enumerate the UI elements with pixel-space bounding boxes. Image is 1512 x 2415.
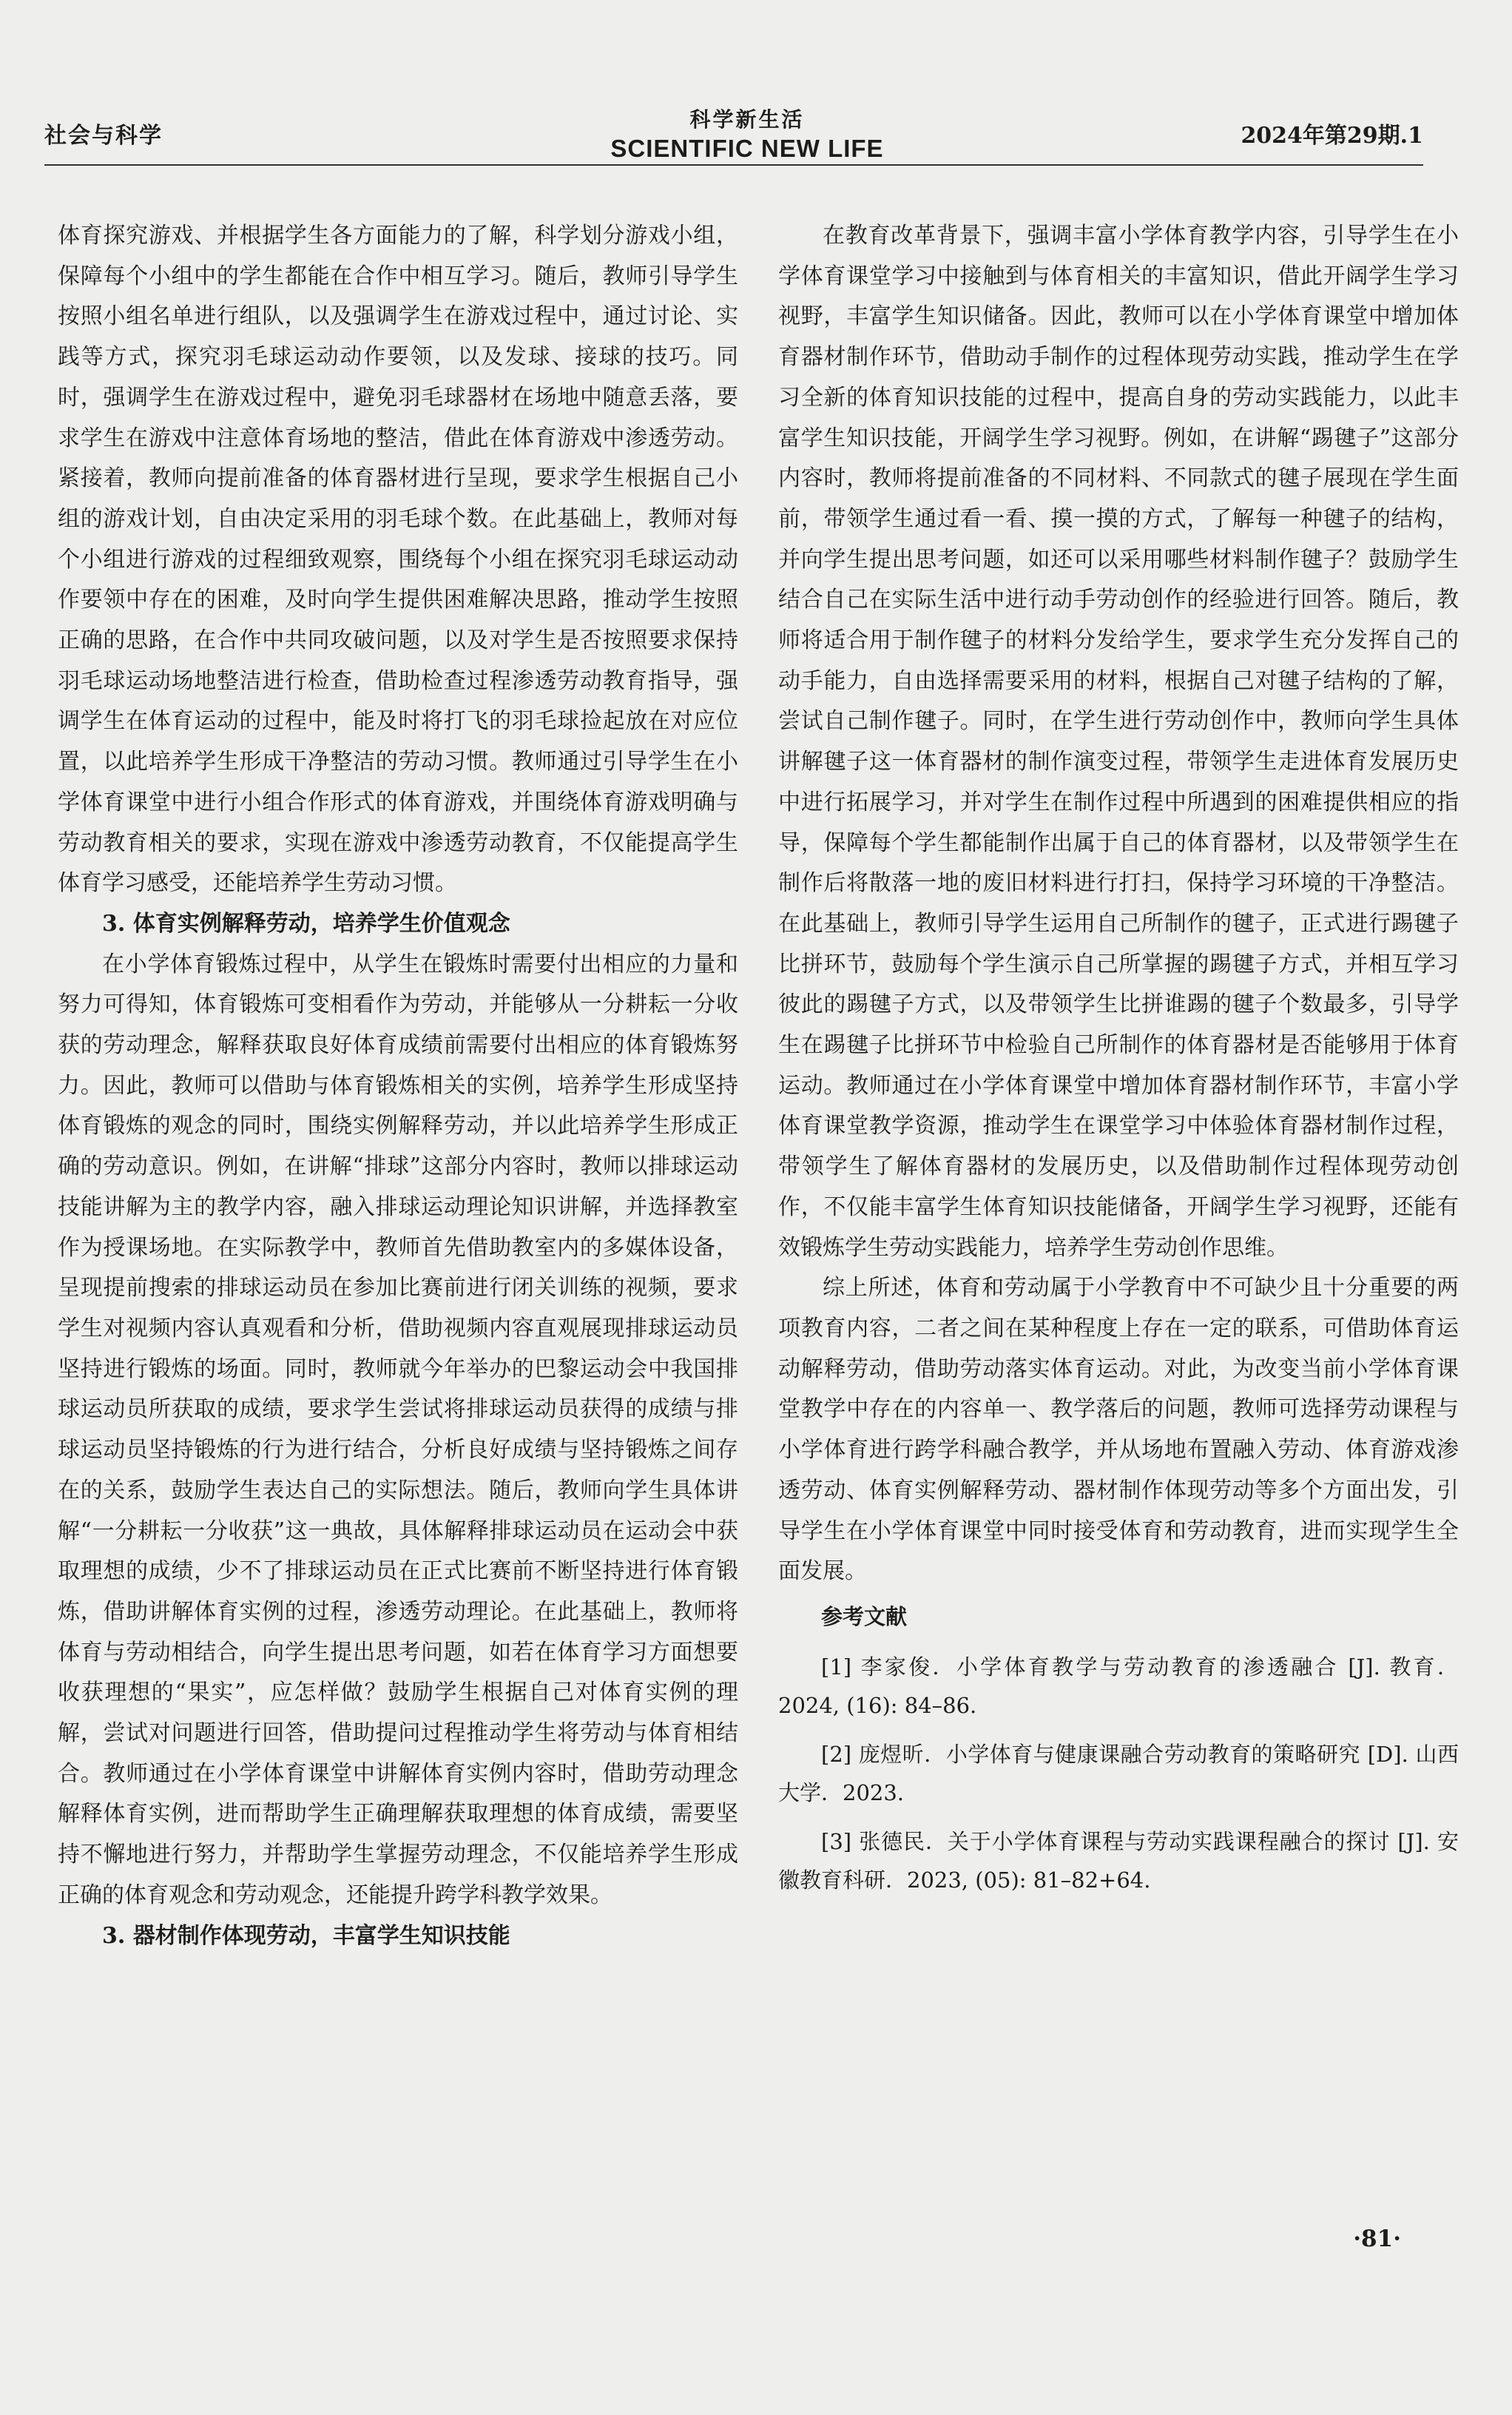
header-divider [44, 164, 1423, 166]
journal-title-chinese: 科学新生活 [689, 107, 805, 132]
reference-item: [3] 张德民．关于小学体育课程与劳动实践课程融合的探讨 [J]. 安徽教育科研．2023, (05): 81–82+64. [778, 1828, 1459, 1893]
paragraph: 在小学体育锻炼过程中，从学生在锻炼时需要付出相应的力量和努力可得知，体育锻炼可变相看作为劳动，并能够从一分耕耘一分收获的劳动理念，解释获取良好体育成绩前需要付出相应的体育锻炼努力。因此，教师可以借助与体育锻炼相关的实例，培养学生形成坚持体育锻炼的观念的同时，围绕实例解释劳动，并以此培养学生形成正确的劳动意识。例如，在讲解“排球”这部分内容时，教师以排球运动技能讲解为主的教学内容，融入排球运动理论知识讲解，并选择教室作为授课场地。在实际教学中，教师首先借助教室内的多媒体设备，呈现提前搜索的排球运动员在参加比赛前进行闭关训练的视频，要求学生对视频内容认真观看和分析，借助视频内容直观展现排球运动员坚持进行锻炼的场面。同时，教师就今年举办的巴黎运动会中我国排球运动员所获取的成绩，要求学生尝试将排球运动员获得的成绩与排球运动员坚持锻炼的行为进行结合，分析良好成绩与坚持锻炼之间存在的关系，鼓励学生表达自己的实际想法。随后，教师向学生具体讲解“一分耕耘一分收获”这一典故，具体解释排球运动员在运动会中获取理想的成绩，少不了排球运动员在正式比赛前不断坚持进行体育锻炼，借助讲解体育实例的过程，渗透劳动理论。在此基础上，教师将体育与劳动相结合，向学生提出思考问题，如若在体育学习方面想要收获理想的“果实”，应怎样做？鼓励学生根据自己对体育实例的理解，尝试对问题进行回答，借助提问过程推动学生将劳动与体育相结合。教师通过在小学体育课堂中讲解体育实例内容时，借助劳动理念解释体育实例，进而帮助学生正确理解获取理想的体育成绩，需要坚持不懈地进行努力，并帮助学生掌握劳动理念，不仅能培养学生形成正确的体育观念和劳动观念，还能提升跨学科教学效果。 [58, 951, 738, 1908]
journal-section-label: 社会与科学 [44, 123, 163, 149]
paragraph: 在教育改革背景下，强调丰富小学体育教学内容，引导学生在小学体育课堂学习中接触到与体育相关的丰富知识，借此开阔学生学习视野，丰富学生知识储备。因此，教师可以在小学体育课堂中增加体育器材制作环节，借助动手制作的过程体现劳动实践，推动学生在学习全新的体育知识技能的过程中，提高自身的劳动实践能力，以此丰富学生知识技能，开阔学生学习视野。例如，在讲解“踢毽子”这部分内容时，教师将提前准备的不同材料、不同款式的毽子展现在学生面前，带领学生通过看一看、摸一摸的方式，了解每一种毽子的结构，并向学生提出思考问题，如还可以采用哪些材料制作毽子？鼓励学生结合自己在实际生活中进行动手劳动创作的经验进行回答。随后，教师将适合用于制作毽子的材料分发给学生，要求学生充分发挥自己的动手能力，自由选择需要采用的材料，根据自己对毽子结构的了解，尝试自己制作毽子。同时，在学生进行劳动创作中，教师向学生具体讲解毽子这一体育器材的制作演变过程，带领学生走进体育发展历史中进行拓展学习，并对学生在制作过程中所遇到的困难提供相应的指导，保障每个学生都能制作出属于自己的体育器材，以及带领学生在制作后将散落一地的废旧材料进行打扫，保持学习环境的干净整洁。在此基础上，教师引导学生运用自己所制作的毽子，正式进行踢毽子比拼环节，鼓励每个学生演示自己所掌握的踢毽子方式，并相互学习彼此的踢毽子方式，以及带领学生比拼谁踢的毽子个数最多，引导学生在踢毽子比拼环节中检验自己所制作的体育器材是否能够用于体育运动。教师通过在小学体育课堂中增加体育器材制作环节，丰富小学体育课堂教学资源，推动学生在课堂学习中体验体育器材制作过程，带领学生了解体育器材的发展历史，以及借助制作过程体现劳动创作，不仅能丰富学生体育知识技能储备，开阔学生学习视野，还能有效锻炼学生劳动实践能力，培养学生劳动创作思维。 [778, 223, 1459, 1261]
reference-item: [2] 庞煜昕．小学体育与健康课融合劳动教育的策略研究 [D]. 山西大学．2023. [778, 1741, 1459, 1805]
section-heading: 3. 器材制作体现劳动，丰富学生知识技能 [102, 1922, 510, 1949]
conclusion-paragraph: 综上所述，体育和劳动属于小学教育中不可缺少且十分重要的两项教育内容，二者之间在某种程度上存在一定的联系，可借助体育运动解释劳动，借助劳动落实体育运动。对此，为改变当前小学体育课堂教学中存在的内容单一、教学落后的问题，教师可选择劳动课程与小学体育进行跨学科融合教学，并从场地布置融入劳动、体育游戏渗透劳动、体育实例解释劳动、器材制作体现劳动等多个方面出发，引导学生在小学体育课堂中同时接受体育和劳动教育，进而实现学生全面发展。 [778, 1275, 1459, 1585]
page-number: ·81· [1353, 2226, 1401, 2252]
journal-masthead [533, 104, 962, 163]
left-column [58, 216, 738, 1956]
section-heading: 3. 体育实例解释劳动，培养学生价值观念 [102, 910, 510, 937]
paragraph: 体育探究游戏、并根据学生各方面能力的了解，科学划分游戏小组，保障每个小组中的学生都能在合作中相互学习。随后，教师引导学生按照小组名单进行组队，以及强调学生在游戏过程中，通过讨论、实践等方式，探究羽毛球运动动作要领，以及发球、接球的技巧。同时，强调学生在游戏过程中，避免羽毛球器材在场地中随意丢落，要求学生在游戏中注意体育场地的整洁，借此在体育游戏中渗透劳动。紧接着，教师向提前准备的体育器材进行呈现，要求学生根据自己小组的游戏计划，自由决定采用的羽毛球个数。在此基础上，教师对每个小组进行游戏的过程细致观察，围绕每个小组在探究羽毛球运动动作要领中存在的困难，及时向学生提供困难解决思路，推动学生按照正确的思路，在合作中共同攻破问题，以及对学生是否按照要求保持羽毛球运动场地整洁进行检查，借助检查过程渗透劳动教育指导，强调学生在体育运动的过程中，能及时将打飞的羽毛球捡起放在对应位置，以此培养学生形成干净整洁的劳动习惯。教师通过引导学生在小学体育课堂中进行小组合作形式的体育游戏，并围绕体育游戏明确与劳动教育相关的要求，实现在游戏中渗透劳动教育，不仅能提高学生体育学习感受，还能培养学生劳动习惯。 [58, 223, 738, 897]
reference-item: [1] 李家俊．小学体育教学与劳动教育的渗透融合 [J]. 教育．2024, (16): 84–86. [778, 1654, 1459, 1718]
journal-title-english: SCIENTIFIC NEW LIFE [610, 135, 884, 162]
references-heading: 参考文献 [821, 1603, 908, 1629]
right-column [778, 216, 1459, 1899]
issue-label: 2024年第29期.1 [1241, 123, 1423, 149]
